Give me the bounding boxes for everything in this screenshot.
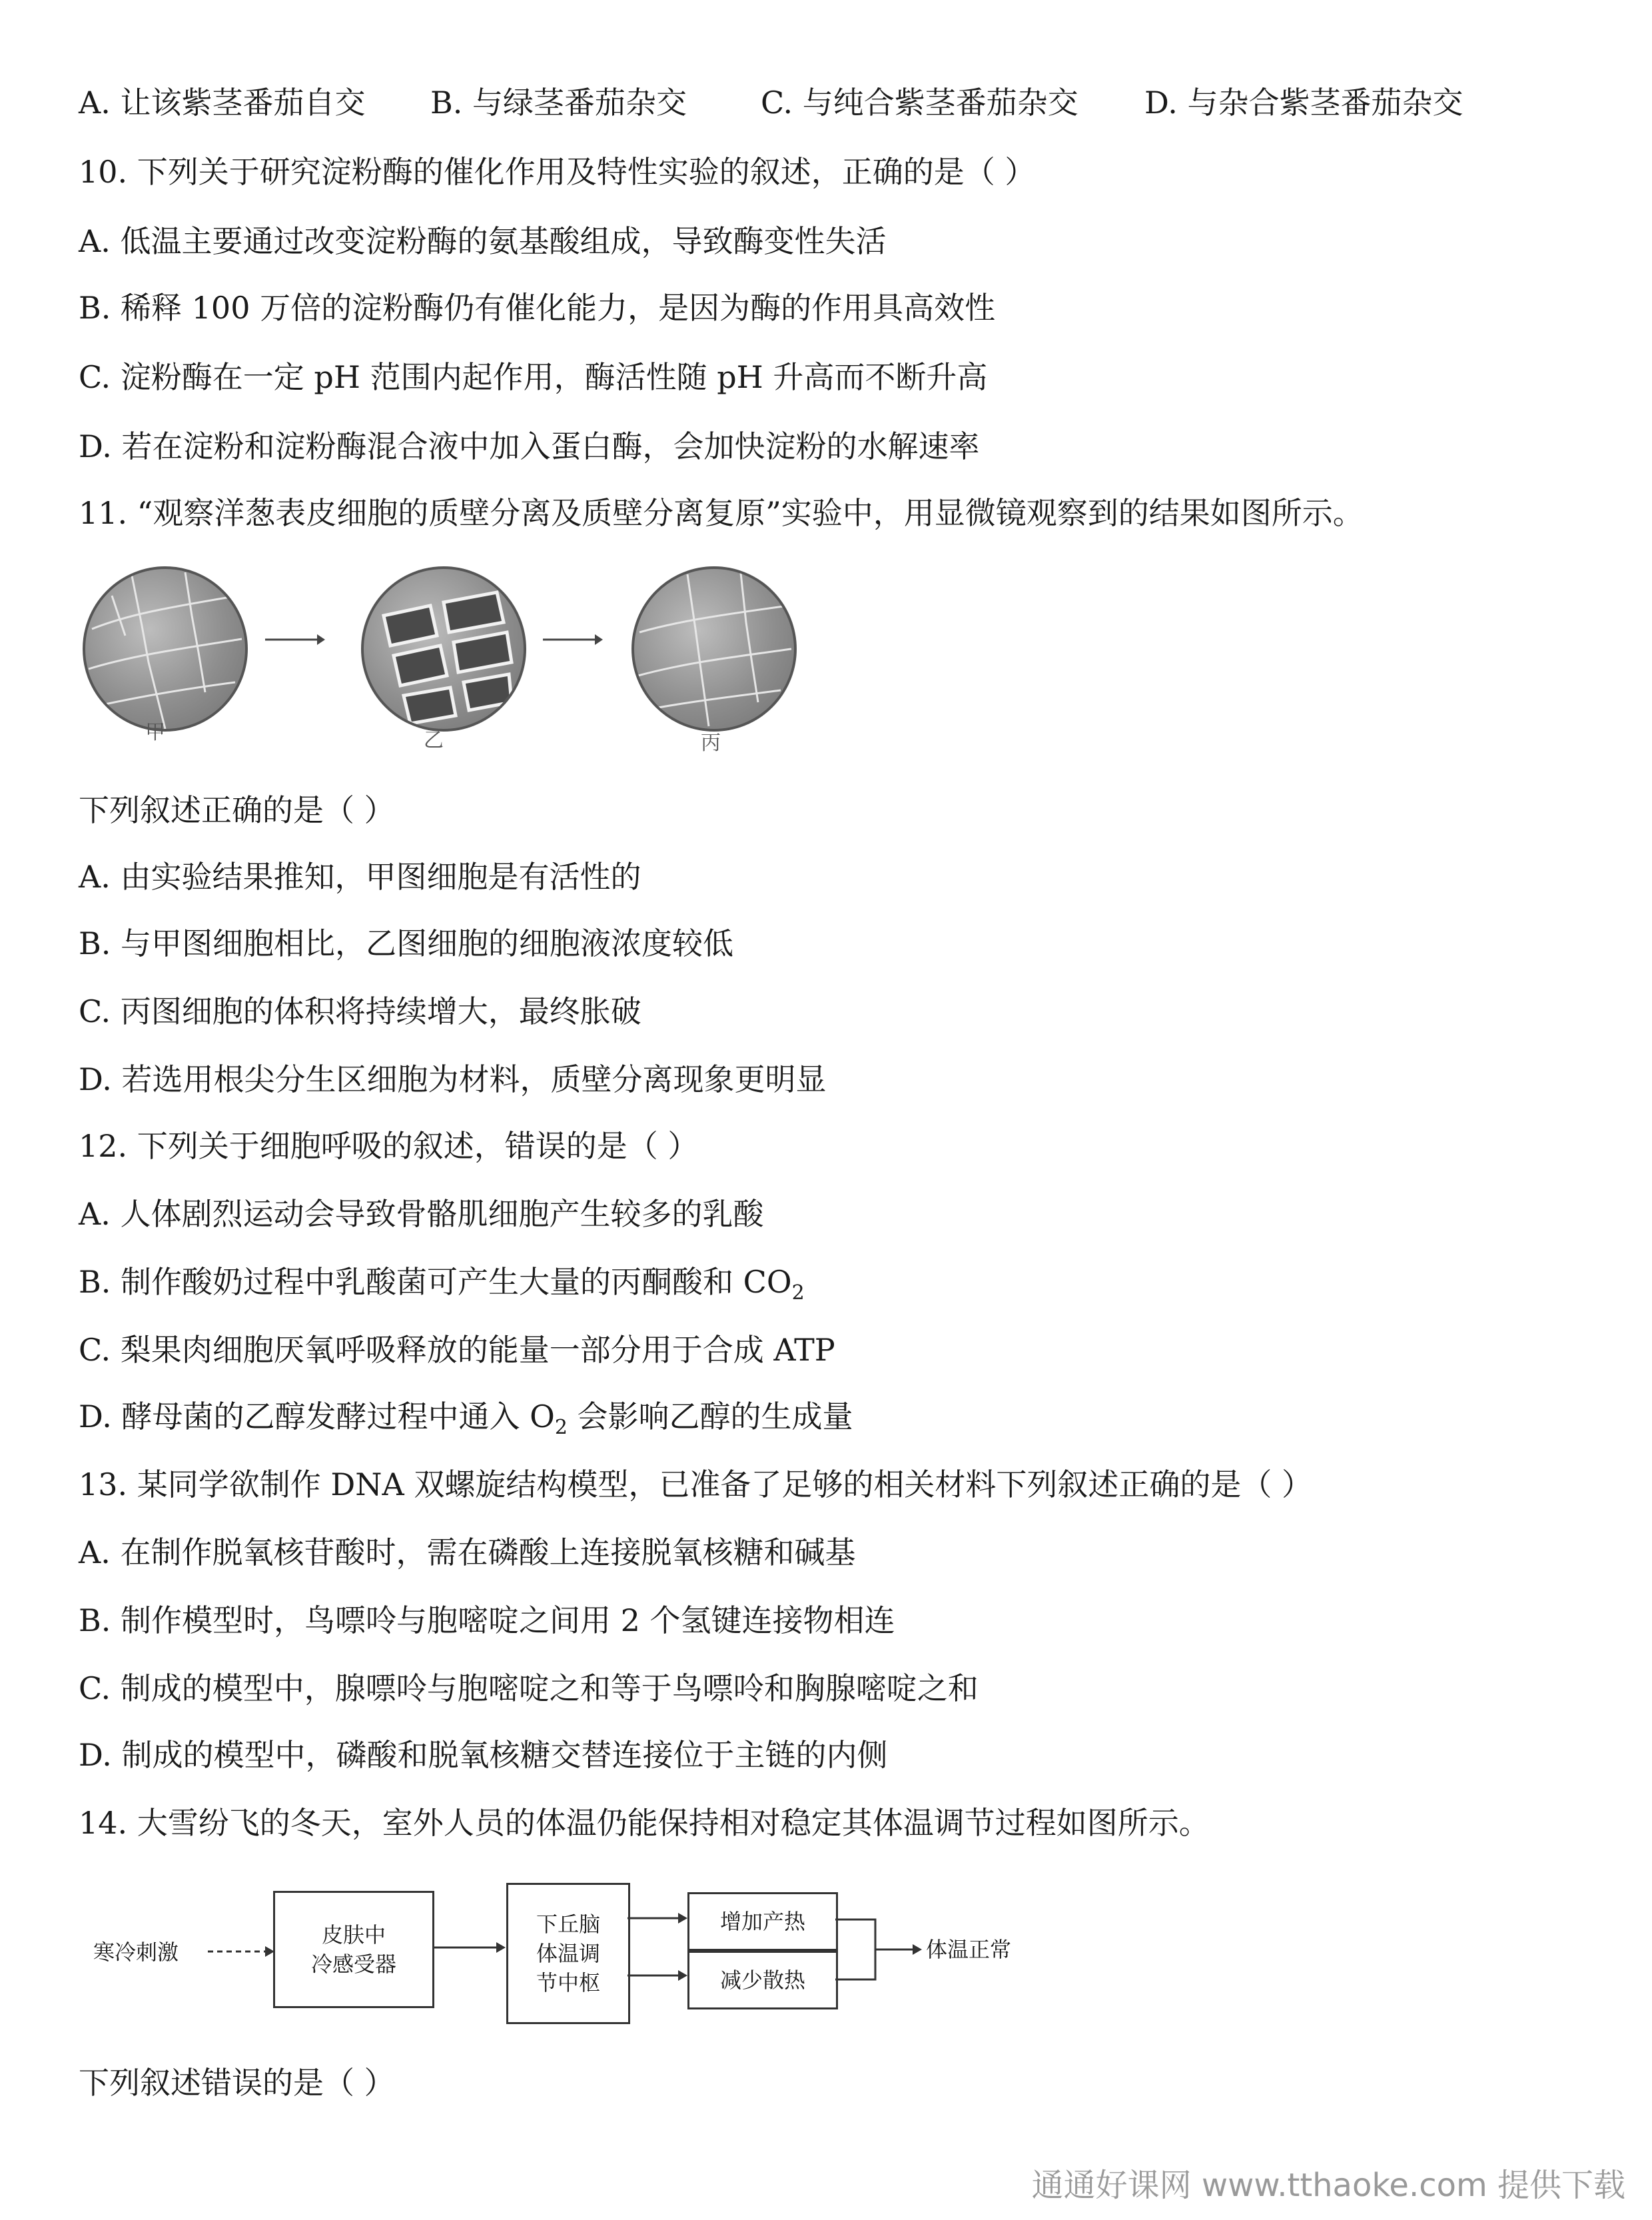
center-line-1: 下丘脑: [536, 1912, 600, 1937]
q12-option-d: D. 酵母菌的乙醇发酵过程中通入 $O_2$ 会影响乙醇的生成量: [79, 1398, 853, 1440]
q9-option-b: B. 与绿茎番茄杂交: [430, 85, 687, 121]
q13-option-c: C. 制成的模型中，腺嘌呤与胞嘧啶之和等于鸟嘌呤和胸腺嘧啶之和: [79, 1670, 979, 1706]
merge-arrow-icon: [835, 1916, 922, 1989]
q10-option-a: A. 低温主要通过改变淀粉酶的氨基酸组成，导致酶变性失活: [79, 223, 887, 259]
q13-stem: 13. 某同学欲制作 DNA 双螺旋结构模型，已准备了足够的相关材料下列叙述正确的是（ ）: [79, 1466, 1312, 1502]
arrow-right-icon: [265, 630, 325, 650]
increase-heat-box: 增加产热: [687, 1892, 838, 1951]
center-line-3: 节中枢: [536, 1970, 600, 1995]
q9-option-d: D. 与杂合紫茎番茄杂交: [1144, 85, 1463, 121]
micrograph-yi: [361, 566, 526, 732]
arrow-right-icon: [432, 1938, 506, 1957]
q11-option-c: C. 丙图细胞的体积将持续增大，最终胀破: [79, 993, 641, 1029]
result-label: 体温正常: [926, 1937, 1012, 1962]
q11-stem: 11. “观察洋葱表皮细胞的质壁分离及质壁分离复原”实验中，用显微镜观察到的结果如图所示。: [79, 495, 1364, 531]
stimulus-label: 寒冷刺激: [93, 1940, 179, 1965]
q12-option-b: B. 制作酸奶过程中乳酸菌可产生大量的丙酮酸和 $CO_2$: [79, 1264, 805, 1305]
q12-option-a: A. 人体剧烈运动会导致骨骼肌细胞产生较多的乳酸: [79, 1196, 764, 1232]
dashed-arrow-icon: [208, 1942, 274, 1961]
q10-stem: 10. 下列关于研究淀粉酶的催化作用及特性实验的叙述，正确的是（ ）: [79, 154, 1036, 190]
q12-option-c: C. 梨果肉细胞厌氧呼吸释放的能量一部分用于合成 ATP: [79, 1332, 835, 1368]
q10-option-b: B. 稀释 100 万倍的淀粉酶仍有催化能力，是因为酶的作用具高效性: [79, 290, 996, 326]
q14-stem: 14. 大雪纷飞的冬天，室外人员的体温仍能保持相对稳定其体温调节过程如图所示。: [79, 1805, 1210, 1841]
arrow-right-icon: [543, 630, 603, 650]
receptor-line-2: 冷感受器: [310, 1951, 396, 1977]
q13-option-d: D. 制成的模型中，磷酸和脱氧核糖交替连接位于主链的内侧: [79, 1737, 888, 1773]
micrograph-bing: [631, 566, 797, 732]
q9-option-a: A. 让该紫茎番茄自交: [79, 85, 366, 121]
footer-watermark: 通通好课网 www.tthaoke.com 提供下载: [1031, 2167, 1625, 2204]
q11-option-b: B. 与甲图细胞相比，乙图细胞的细胞液浓度较低: [79, 925, 734, 961]
q11-option-a: A. 由实验结果推知，甲图细胞是有活性的: [79, 859, 641, 895]
receptor-line-1: 皮肤中: [321, 1922, 386, 1947]
receptor-box: [273, 1891, 434, 2008]
q10-option-c: C. 淀粉酶在一定 pH 范围内起作用，酶活性随 pH 升高而不断升高: [79, 359, 988, 395]
q14-prompt: 下列叙述错误的是（ ）: [79, 2065, 395, 2101]
center-line-2: 体温调: [536, 1941, 600, 1966]
q10-option-d: D. 若在淀粉和淀粉酶混合液中加入蛋白酶，会加快淀粉的水解速率: [79, 428, 980, 464]
q9-option-c: C. 与纯合紫茎番茄杂交: [761, 85, 1078, 121]
arrow-right-icon: [627, 1965, 687, 1985]
label-yi: 乙: [424, 729, 444, 752]
q11-prompt: 下列叙述正确的是（ ）: [79, 792, 395, 828]
label-bing: 丙: [701, 732, 721, 755]
label-jia: 甲: [145, 721, 165, 744]
q13-option-b: B. 制作模型时，鸟嘌呤与胞嘧啶之间用 2 个氢键连接物相连: [79, 1602, 895, 1638]
reduce-heat-loss-box: 减少散热: [687, 1951, 838, 2009]
hypothalamus-box: [506, 1883, 630, 2024]
q11-option-d: D. 若选用根尖分生区细胞为材料，质壁分离现象更明显: [79, 1061, 827, 1097]
q13-option-a: A. 在制作脱氧核苷酸时，需在磷酸上连接脱氧核糖和碱基: [79, 1534, 856, 1570]
q12-stem: 12. 下列关于细胞呼吸的叙述，错误的是（ ）: [79, 1128, 699, 1164]
arrow-right-icon: [627, 1908, 687, 1928]
micrograph-jia: [83, 566, 248, 732]
